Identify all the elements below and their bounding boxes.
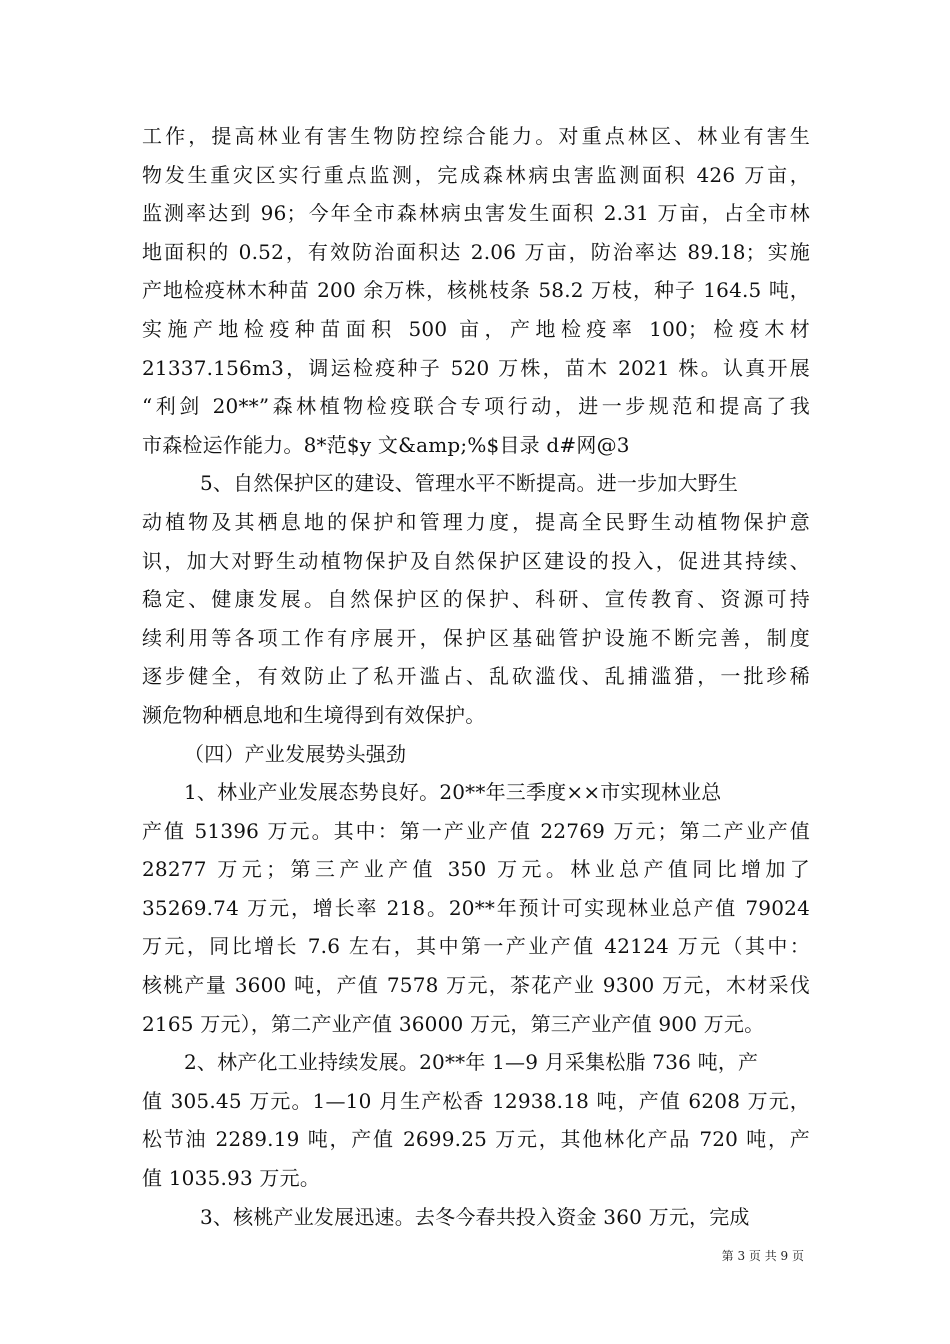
text-line: 值 1035.93 万元。 — [142, 1166, 321, 1191]
text-line: 35269.74 万元，增长率 218。20**年预计可实现林业总产值 79024 — [142, 895, 810, 920]
text-line: 识，加大对野生动植物保护及自然保护区建设的投入，促进其持续、 — [142, 548, 810, 573]
paragraph-start: 5、自然保护区的建设、管理水平不断提高。进一步加大野生 — [200, 471, 739, 496]
text-line: 值 305.45 万元。1—10 月生产松香 12938.18 吨，产值 6208 万元， — [142, 1088, 810, 1113]
text-line: “利剑 20**”森林植物检疫联合专项行动，进一步规范和提高了我 — [142, 394, 810, 419]
text-line: 21337.156m3，调运检疫种子 520 万株，苗木 2021 株。认真开展 — [142, 355, 810, 380]
section-heading: （四）产业发展势头强劲 — [184, 741, 407, 766]
text-line: 核桃产量 3600 吨，产值 7578 万元，茶花产业 9300 万元，木材采伐 — [142, 973, 810, 998]
text-line: 松节油 2289.19 吨，产值 2699.25 万元，其他林化产品 720 吨，产 — [142, 1127, 810, 1152]
text-line: 续利用等各项工作有序展开，保护区基础管护设施不断完善，制度 — [142, 625, 810, 650]
text-line: 濒危物种栖息地和生境得到有效保护。 — [142, 702, 486, 727]
text-line: 地面积的 0.52，有效防治面积达 2.06 万亩，防治率达 89.18；实施 — [142, 239, 810, 264]
text-line: 28277 万元；第三产业产值 350 万元。林业总产值同比增加了 — [142, 857, 810, 882]
text-line: 工作，提高林业有害生物防控综合能力。对重点林区、林业有害生 — [142, 124, 810, 148]
paragraph-start: 2、林产化工业持续发展。20**年 1—9 月采集松脂 736 吨，产 — [184, 1050, 759, 1075]
text-line: 监测率达到 96；今年全市森林病虫害发生面积 2.31 万亩，占全市林 — [142, 201, 810, 226]
text-line: 万元，同比增长 7.6 左右，其中第一产业产值 42124 万元（其中： — [142, 934, 810, 959]
text-line: 动植物及其栖息地的保护和管理力度，提高全民野生动植物保护意 — [142, 509, 810, 534]
paragraph-start: 1、林业产业发展态势良好。20**年三季度××市实现林业总 — [184, 780, 722, 805]
text-line: 产地检疫林木种苗 200 余万株，核桃枝条 58.2 万枝，种子 164.5 吨， — [142, 278, 810, 303]
text-line: 2165 万元），第二产业产值 36000 万元，第三产业产值 900 万元。 — [142, 1011, 765, 1036]
text-line: 产值 51396 万元。其中：第一产业产值 22769 万元；第二产业产值 — [142, 818, 810, 843]
text-line: 物发生重灾区实行重点监测，完成森林病虫害监测面积 426 万亩， — [142, 162, 810, 187]
text-line: 市森检运作能力。8*范$y 文&amp;%$目录 d#网@3 — [142, 432, 630, 457]
page-number: 第 3 页 共 9 页 — [721, 1249, 804, 1263]
body-text — [142, 117, 810, 1236]
paragraph-start: 3、核桃产业发展迅速。去冬今春共投入资金 360 万元，完成 — [200, 1204, 750, 1229]
text-line: 实施产地检疫种苗面积 500 亩，产地检疫率 100；检疫木材 — [142, 316, 810, 341]
text-line: 逐步健全，有效防止了私开滥占、乱砍滥伐、乱捕滥猎，一批珍稀 — [142, 664, 810, 689]
text-line: 稳定、健康发展。自然保护区的保护、科研、宣传教育、资源可持 — [142, 587, 810, 612]
